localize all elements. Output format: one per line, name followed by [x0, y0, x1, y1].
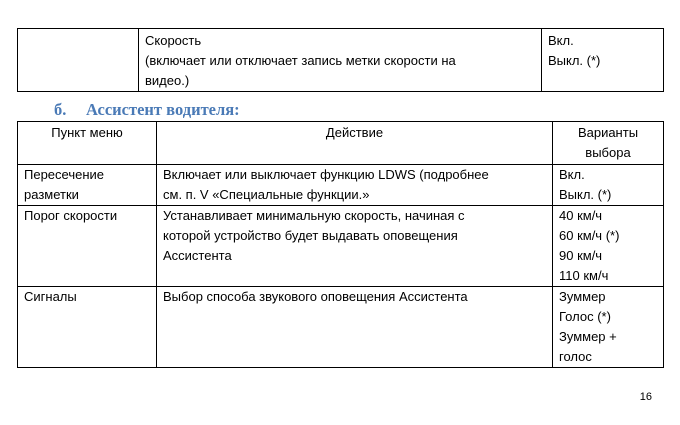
section-number: б. — [54, 100, 67, 119]
section-title: Ассистент водителя: — [86, 100, 240, 119]
action-cell: Включает или выключает функцию LDWS (подробнее см. п. V «Специальные функции.» — [157, 165, 553, 206]
section-heading — [54, 100, 240, 120]
table-header-row — [18, 122, 664, 165]
action-cell: Устанавливает минимальную скорость, начиная с которой устройство будет выдавать оповещения Ассистента — [157, 206, 553, 287]
options-cell: Вкл. Выкл. (*) — [553, 165, 664, 206]
table-row — [18, 206, 664, 287]
options-cell: Зуммер Голос (*) Зуммер + голос — [553, 287, 664, 368]
header-menu-item: Пункт меню — [18, 122, 157, 165]
settings-table-top — [17, 28, 664, 92]
action-text: (включает или отключает запись метки скорости на — [145, 53, 456, 68]
action-text: Скорость — [145, 33, 202, 48]
header-action: Действие — [157, 122, 553, 165]
option-text: Вкл. — [548, 33, 574, 48]
options-cell: 40 км/ч 60 км/ч (*) 90 км/ч 110 км/ч — [553, 206, 664, 287]
action-cell — [139, 29, 542, 92]
table-row — [18, 287, 664, 368]
menu-item-cell: Сигналы — [18, 287, 157, 368]
option-text: Выкл. (*) — [548, 53, 601, 68]
driver-assistant-table — [17, 121, 664, 368]
page-number: 16 — [639, 391, 652, 403]
options-cell — [542, 29, 664, 92]
menu-item-cell: Порог скорости — [18, 206, 157, 287]
menu-item-cell — [18, 29, 139, 92]
action-text: видео.) — [145, 73, 190, 88]
action-cell: Выбор способа звукового оповещения Ассистента — [157, 287, 553, 368]
table-row — [18, 165, 664, 206]
table-row — [18, 29, 664, 92]
menu-item-cell: Пересечение разметки — [18, 165, 157, 206]
header-options: Варианты выбора — [553, 122, 664, 165]
